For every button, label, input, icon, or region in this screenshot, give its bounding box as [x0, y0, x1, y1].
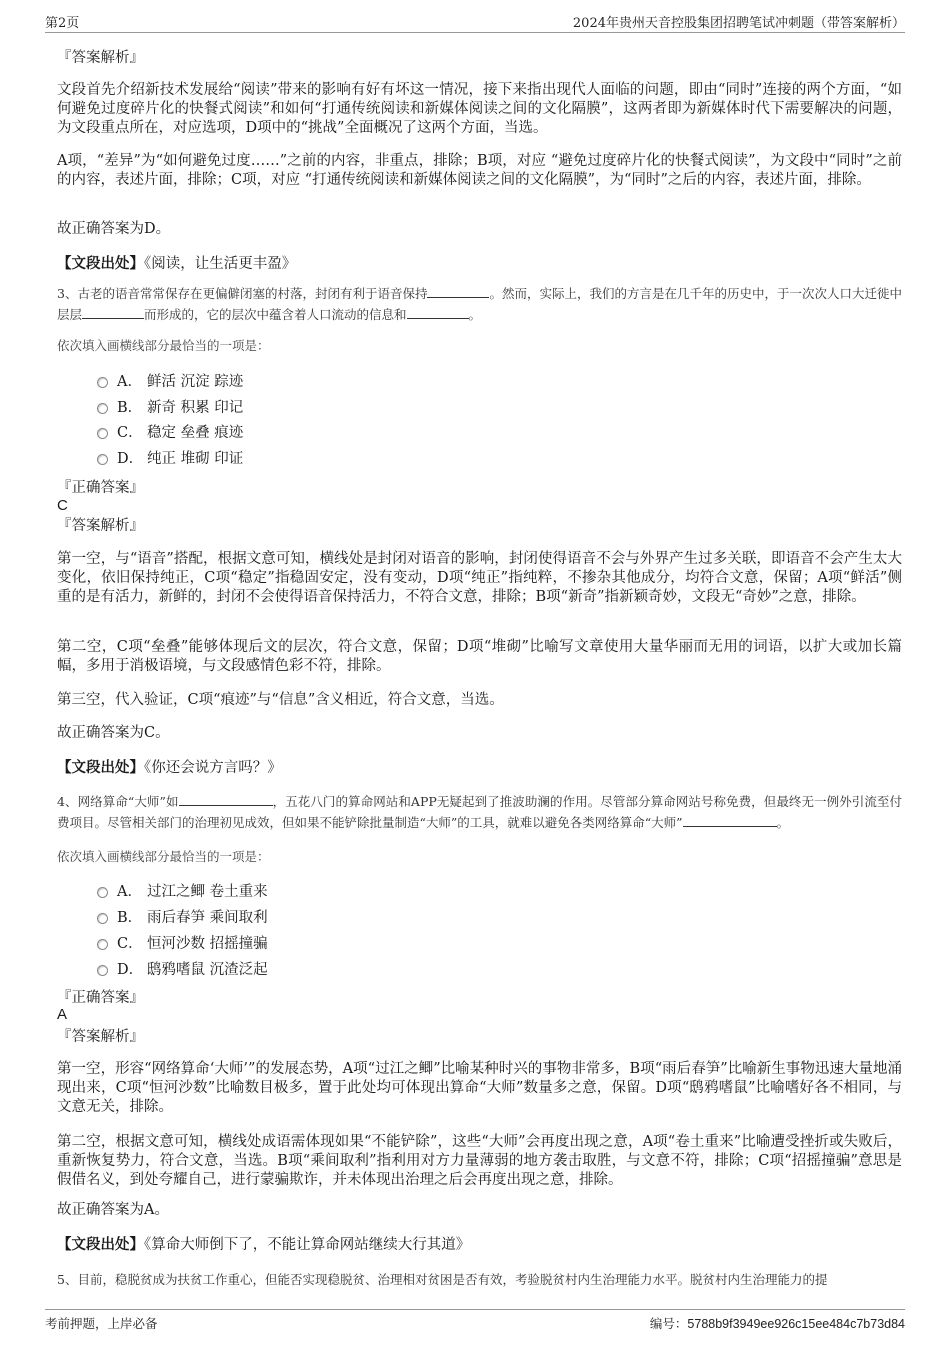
correct-answer: A [57, 1006, 68, 1023]
analysis-paragraph: A项，“差异”为“如何避免过度……”之前的内容，非重点，排除；B项，对应 “避免过度碎片化的快餐式阅读”，为文段中“同时”之前的内容，表述片面，排除；C项，对应 “打通传统阅读和新媒体阅读之间的文化隔膜”，为“同时”之后的内容，表述片面，排除。 [57, 153, 902, 188]
question-stem: 4、网络算命“大师”如 ，五花八门的算命网站和APP无疑起到了推波助澜的作用。尽管部分算命网站号称免费，但最终无一例外引流至付费项目。尽管相关部门的治理初见成效，但如果不能铲除批量制造“大师”的工具，就难以避免各类网络算命“大师” 。 [57, 794, 902, 830]
header-divider [45, 32, 905, 33]
document-code: 编号：5788b9f3949ee926c15ee484c7b73d84 [649, 1316, 905, 1331]
radio-icon[interactable] [97, 887, 108, 898]
footer-divider [45, 1309, 905, 1310]
page-number: 第2页 [45, 16, 80, 31]
option-a[interactable]: A． 鲜活 沉淀 踪迹 [97, 373, 243, 391]
analysis-label: 『答案解析』 [57, 1029, 144, 1045]
source-line [57, 758, 902, 778]
analysis-paragraph: 故正确答案为C。 [57, 725, 170, 741]
radio-icon[interactable] [97, 403, 108, 414]
analysis-label: 『答案解析』 [57, 50, 144, 66]
radio-icon[interactable] [97, 454, 108, 465]
footer-slogan: 考前押题，上岸必备 [45, 1316, 158, 1331]
option-d[interactable]: D． 鸱鸦嗜鼠 沉渣泛起 [97, 961, 268, 979]
source-title: 《算命大师倒下了，不能让算命网站继续大行其道》 [144, 1237, 471, 1253]
analysis-paragraph: 第二空，根据文意可知，横线处成语需体现如果“不能铲除”，这些“大师”会再度出现之意，A项“卷土重来”比喻遭受挫折或失败后，重新恢复势力，符合文意，当选。B项“乘间取利”指利用对方力量薄弱的地方袭击取胜，与文意不符，排除；C项“招摇撞骗”意思是假借名义，到处夸耀自己，进行蒙骗欺诈，并未体现出治理之后会再度出现之意，排除。 [57, 1134, 902, 1188]
option-d[interactable]: D． 纯正 堆砌 印证 [97, 450, 243, 468]
analysis-paragraph: 故正确答案为A。 [57, 1202, 169, 1218]
correct-answer: C [57, 497, 68, 514]
radio-icon[interactable] [97, 428, 108, 439]
fill-blank [82, 305, 144, 319]
option-b[interactable]: B． 新奇 积累 印记 [97, 399, 243, 417]
analysis-paragraph: 第二空，C项“垒叠”能够体现后文的层次，符合文意，保留；D项“堆砌”比喻写文章使用大量华丽而无用的词语，以扩大或加长篇幅，多用于消极语境，与文段感情色彩不符，排除。 [57, 639, 902, 674]
source-label: 【文段出处】 [57, 759, 144, 776]
radio-icon[interactable] [97, 965, 108, 976]
correct-answer-label: 『正确答案』 [57, 990, 144, 1006]
radio-icon[interactable] [97, 913, 108, 924]
document-title: 2024年贵州天音控股集团招聘笔试冲刺题（带答案解析） [572, 16, 905, 31]
fill-blank [179, 792, 273, 806]
fill-blank [683, 813, 777, 827]
question-prompt: 依次填入画横线部分最恰当的一项是： [57, 849, 270, 864]
option-b[interactable]: B． 雨后春笋 乘间取利 [97, 909, 268, 927]
radio-icon[interactable] [97, 377, 108, 388]
source-title: 《你还会说方言吗？》 [144, 760, 282, 776]
source-line [57, 1235, 902, 1255]
source-label: 【文段出处】 [57, 1236, 144, 1253]
radio-icon[interactable] [97, 939, 108, 950]
analysis-paragraph: 第一空，与“语音”搭配，根据文意可知，横线处是封闭对语音的影响，封闭使得语音不会与外界产生过多关联，即语音不会产生太大变化，依旧保持纯正，C项“稳定”指稳固安定，没有变动，D项“纯正”指纯粹，不掺杂其他成分，均符合文意，保留；A项“鲜活”侧重的是有活力，新鲜的，封闭不会使得语音保持活力，不符合文意，排除；B项“新奇”指新颖奇妙，文段无“奇妙”之意，排除。 [57, 551, 902, 605]
option-c[interactable]: C． 恒河沙数 招摇撞骗 [97, 935, 268, 953]
source-label: 【文段出处】 [57, 255, 144, 272]
option-a[interactable]: A． 过江之鲫 卷土重来 [97, 883, 268, 901]
source-line [57, 254, 902, 274]
question-prompt: 依次填入画横线部分最恰当的一项是： [57, 338, 270, 353]
question-stem: 3、古老的语音常常保存在更偏僻闭塞的村落，封闭有利于语音保持 。然而，实际上，我们的方言是在几千年的历史中，于一次次人口大迁徙中层层 而形成的，它的层次中蕴含着人口流动的信息和 。 [57, 286, 902, 322]
option-c[interactable]: C． 稳定 垒叠 痕迹 [97, 424, 243, 442]
analysis-paragraph: 故正确答案为D。 [57, 221, 171, 237]
fill-blank [427, 284, 489, 298]
fill-blank [407, 305, 469, 319]
analysis-paragraph: 第三空，代入验证，C项“痕迹”与“信息”含义相近，符合文意，当选。 [57, 692, 504, 708]
question-stem: 5、目前，稳脱贫成为扶贫工作重心，但能否实现稳脱贫、治理相对贫困是否有效，考验脱贫村内生治理能力水平。脱贫村内生治理能力的提 [57, 1272, 828, 1287]
correct-answer-label: 『正确答案』 [57, 480, 144, 496]
source-title: 《阅读，让生活更丰盈》 [144, 256, 297, 272]
analysis-label: 『答案解析』 [57, 518, 144, 534]
analysis-paragraph: 文段首先介绍新技术发展给“阅读”带来的影响有好有坏这一情况，接下来指出现代人面临的问题，即由“同时”连接的两个方面，“如何避免过度碎片化的快餐式阅读”和如何“打通传统阅读和新媒体阅读之间的文化隔膜”，这两者即为新媒体时代下需要解决的问题，为文段重点所在，对应选项，D项中的“挑战”全面概况了这两个方面，当选。 [57, 82, 902, 136]
analysis-paragraph: 第一空，形容“网络算命‘大师’”的发展态势，A项“过江之鲫”比喻某种时兴的事物非常多，B项“雨后春笋”比喻新生事物迅速大量地涌现出来，C项“恒河沙数”比喻数目极多，置于此处均可体现出算命“大师”数量多之意，保留。D项“鸱鸦嗜鼠”比喻嗜好各不相同，与文意无关，排除。 [57, 1061, 902, 1115]
